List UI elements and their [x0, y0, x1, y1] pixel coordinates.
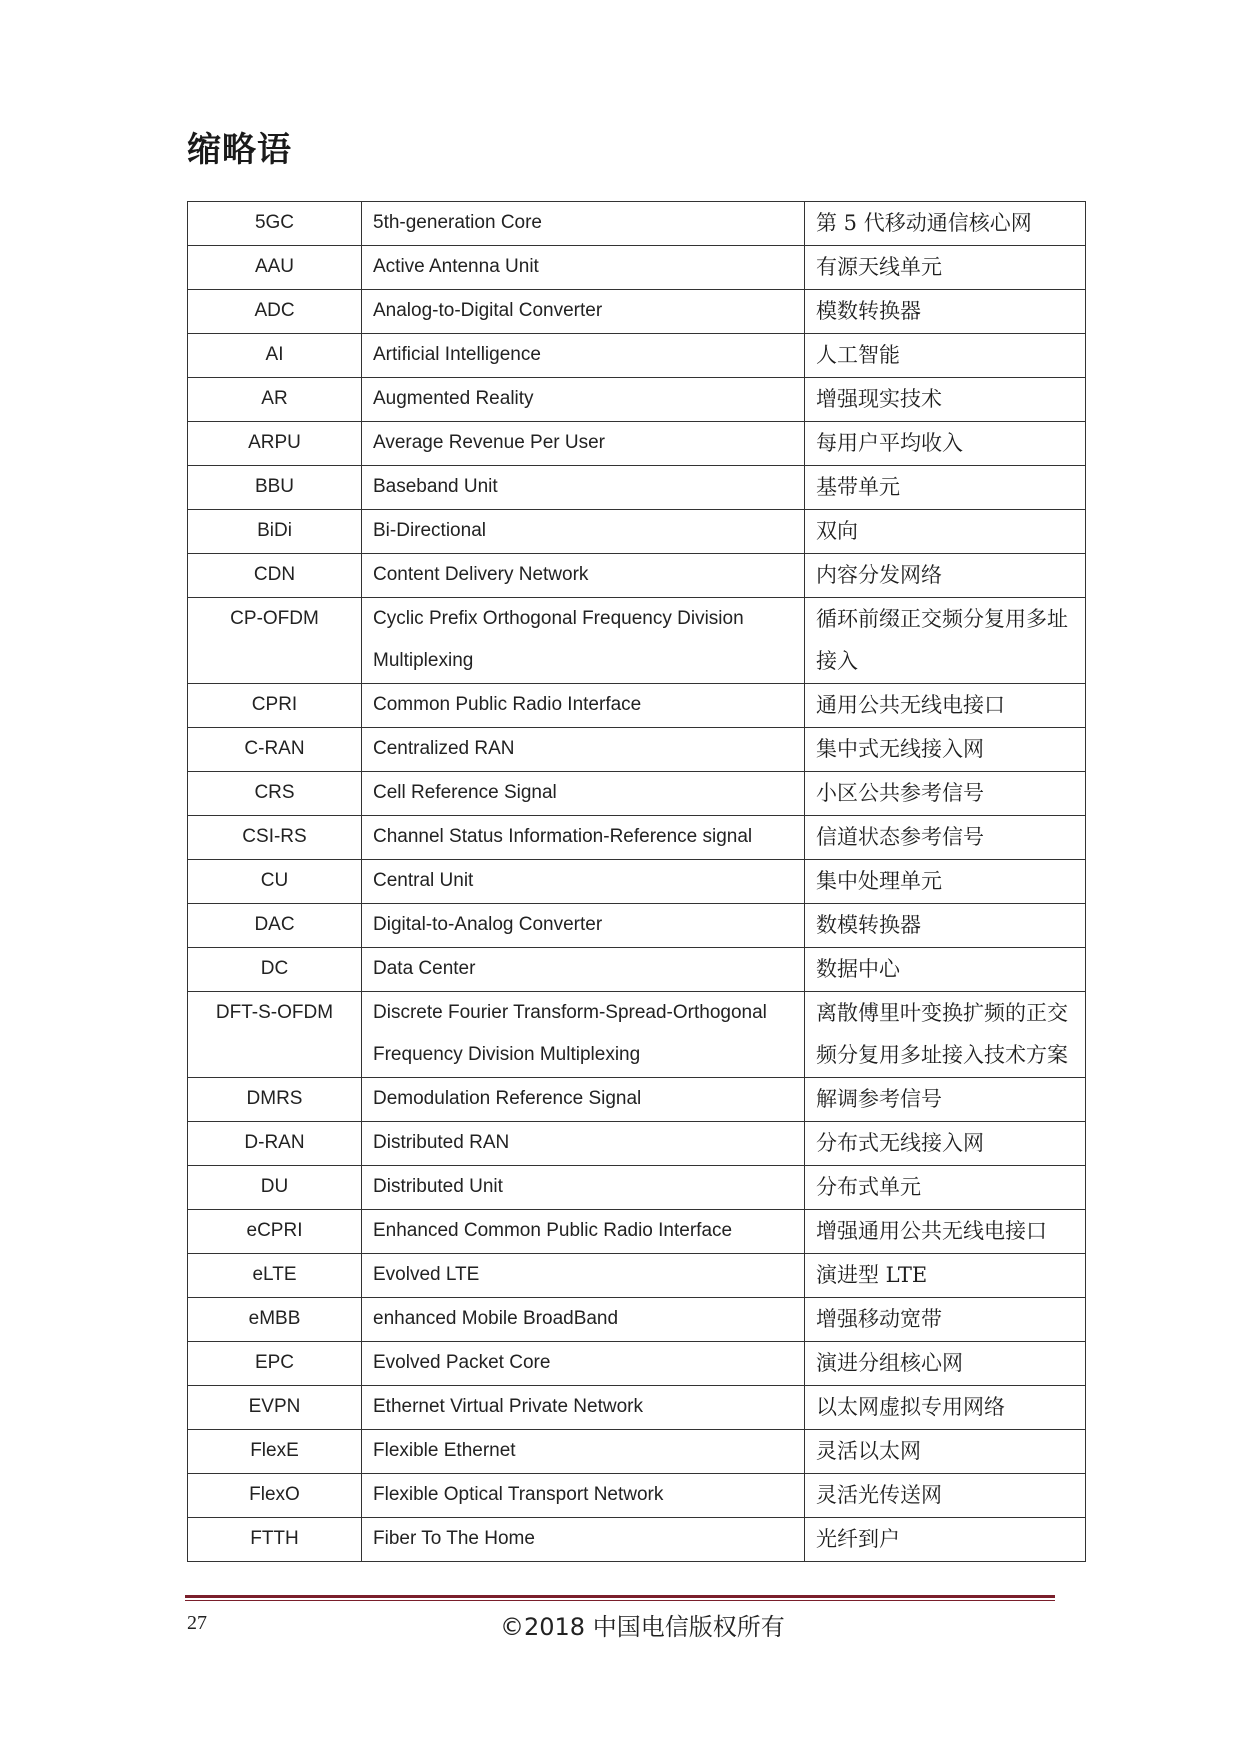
- chinese-term-cell: 离散傅里叶变换扩频的正交频分复用多址接入技术方案: [805, 992, 1086, 1078]
- chinese-term-cell: 以太网虚拟专用网络: [805, 1386, 1086, 1430]
- page-title: 缩略语: [187, 130, 292, 170]
- english-term-cell: Artificial Intelligence: [362, 334, 805, 378]
- english-term-cell: Discrete Fourier Transform-Spread-Orthogonal Frequency Division Multiplexing: [362, 992, 805, 1078]
- table-row: [188, 466, 1086, 510]
- abbreviation-cell: DFT-S-OFDM: [188, 992, 362, 1078]
- chinese-term-cell: 循环前缀正交频分复用多址接入: [805, 598, 1086, 684]
- english-term-cell: Flexible Optical Transport Network: [362, 1474, 805, 1518]
- table-row: [188, 1386, 1086, 1430]
- english-term-cell: Evolved Packet Core: [362, 1342, 805, 1386]
- chinese-term-cell: 基带单元: [805, 466, 1086, 510]
- chinese-term-cell: 每用户平均收入: [805, 422, 1086, 466]
- table-row: [188, 422, 1086, 466]
- chinese-term-cell: 灵活以太网: [805, 1430, 1086, 1474]
- chinese-term-cell: 数模转换器: [805, 904, 1086, 948]
- abbreviation-cell: FTTH: [188, 1518, 362, 1562]
- english-term-cell: Bi-Directional: [362, 510, 805, 554]
- copyright-notice: ©2018 中国电信版权所有: [500, 1613, 785, 1641]
- table-row: [188, 202, 1086, 246]
- table-row: [188, 378, 1086, 422]
- table-row: [188, 1518, 1086, 1562]
- english-term-cell: Centralized RAN: [362, 728, 805, 772]
- abbreviation-cell: FlexE: [188, 1430, 362, 1474]
- abbreviation-cell: AI: [188, 334, 362, 378]
- abbreviation-cell: DMRS: [188, 1078, 362, 1122]
- english-term-cell: Cell Reference Signal: [362, 772, 805, 816]
- chinese-term-cell: 集中处理单元: [805, 860, 1086, 904]
- english-term-cell: Demodulation Reference Signal: [362, 1078, 805, 1122]
- english-term-cell: 5th-generation Core: [362, 202, 805, 246]
- abbreviation-cell: CDN: [188, 554, 362, 598]
- english-term-cell: Average Revenue Per User: [362, 422, 805, 466]
- abbreviation-cell: eCPRI: [188, 1210, 362, 1254]
- abbreviation-cell: DAC: [188, 904, 362, 948]
- chinese-term-cell: 解调参考信号: [805, 1078, 1086, 1122]
- abbreviation-cell: FlexO: [188, 1474, 362, 1518]
- abbreviation-cell: C-RAN: [188, 728, 362, 772]
- english-term-cell: Ethernet Virtual Private Network: [362, 1386, 805, 1430]
- abbreviation-cell: ARPU: [188, 422, 362, 466]
- abbreviation-cell: eMBB: [188, 1298, 362, 1342]
- abbreviation-table: [187, 201, 1086, 1562]
- english-term-cell: enhanced Mobile BroadBand: [362, 1298, 805, 1342]
- chinese-term-cell: 集中式无线接入网: [805, 728, 1086, 772]
- chinese-term-cell: 增强通用公共无线电接口: [805, 1210, 1086, 1254]
- english-term-cell: Cyclic Prefix Orthogonal Frequency Division Multiplexing: [362, 598, 805, 684]
- english-term-cell: Fiber To The Home: [362, 1518, 805, 1562]
- table-row: [188, 772, 1086, 816]
- english-term-cell: Analog-to-Digital Converter: [362, 290, 805, 334]
- chinese-term-cell: 增强现实技术: [805, 378, 1086, 422]
- table-row: [188, 1166, 1086, 1210]
- table-row: [188, 554, 1086, 598]
- table-row: [188, 1254, 1086, 1298]
- chinese-term-cell: 信道状态参考信号: [805, 816, 1086, 860]
- chinese-term-cell: 演进分组核心网: [805, 1342, 1086, 1386]
- english-term-cell: Distributed RAN: [362, 1122, 805, 1166]
- table-row: [188, 816, 1086, 860]
- english-term-cell: Flexible Ethernet: [362, 1430, 805, 1474]
- table-row: [188, 1342, 1086, 1386]
- table-row: [188, 860, 1086, 904]
- chinese-term-cell: 演进型 LTE: [805, 1254, 1086, 1298]
- page-number: 27: [187, 1612, 207, 1634]
- chinese-term-cell: 分布式单元: [805, 1166, 1086, 1210]
- chinese-term-cell: 数据中心: [805, 948, 1086, 992]
- table-row: [188, 1430, 1086, 1474]
- chinese-term-cell: 通用公共无线电接口: [805, 684, 1086, 728]
- abbreviation-cell: EPC: [188, 1342, 362, 1386]
- english-term-cell: Channel Status Information-Reference signal: [362, 816, 805, 860]
- footer-rule: [185, 1595, 1055, 1598]
- table-row: [188, 1078, 1086, 1122]
- english-term-cell: Data Center: [362, 948, 805, 992]
- chinese-term-cell: 双向: [805, 510, 1086, 554]
- abbreviation-cell: BBU: [188, 466, 362, 510]
- chinese-term-cell: 第 5 代移动通信核心网: [805, 202, 1086, 246]
- english-term-cell: Evolved LTE: [362, 1254, 805, 1298]
- english-term-cell: Active Antenna Unit: [362, 246, 805, 290]
- abbreviation-cell: 5GC: [188, 202, 362, 246]
- english-term-cell: Central Unit: [362, 860, 805, 904]
- abbreviation-cell: D-RAN: [188, 1122, 362, 1166]
- abbreviation-cell: AR: [188, 378, 362, 422]
- chinese-term-cell: 光纤到户: [805, 1518, 1086, 1562]
- chinese-term-cell: 内容分发网络: [805, 554, 1086, 598]
- english-term-cell: Augmented Reality: [362, 378, 805, 422]
- table-row: [188, 904, 1086, 948]
- table-row: [188, 334, 1086, 378]
- table-row: [188, 1122, 1086, 1166]
- table-row: [188, 598, 1086, 684]
- table-row: [188, 728, 1086, 772]
- english-term-cell: Common Public Radio Interface: [362, 684, 805, 728]
- abbreviation-cell: CU: [188, 860, 362, 904]
- table-row: [188, 948, 1086, 992]
- english-term-cell: Content Delivery Network: [362, 554, 805, 598]
- chinese-term-cell: 增强移动宽带: [805, 1298, 1086, 1342]
- abbreviation-cell: CSI-RS: [188, 816, 362, 860]
- english-term-cell: Distributed Unit: [362, 1166, 805, 1210]
- english-term-cell: Baseband Unit: [362, 466, 805, 510]
- footer-rule-thin: [185, 1600, 1055, 1601]
- chinese-term-cell: 灵活光传送网: [805, 1474, 1086, 1518]
- english-term-cell: Digital-to-Analog Converter: [362, 904, 805, 948]
- abbreviation-cell: eLTE: [188, 1254, 362, 1298]
- abbreviation-cell: CP-OFDM: [188, 598, 362, 684]
- table-row: [188, 246, 1086, 290]
- abbreviation-cell: DU: [188, 1166, 362, 1210]
- abbreviation-table-body: [188, 202, 1086, 1562]
- chinese-term-cell: 模数转换器: [805, 290, 1086, 334]
- english-term-cell: Enhanced Common Public Radio Interface: [362, 1210, 805, 1254]
- abbreviation-cell: CPRI: [188, 684, 362, 728]
- table-row: [188, 1474, 1086, 1518]
- table-row: [188, 1210, 1086, 1254]
- abbreviation-cell: CRS: [188, 772, 362, 816]
- chinese-term-cell: 小区公共参考信号: [805, 772, 1086, 816]
- abbreviation-cell: ADC: [188, 290, 362, 334]
- table-row: [188, 290, 1086, 334]
- abbreviation-cell: DC: [188, 948, 362, 992]
- abbreviation-cell: BiDi: [188, 510, 362, 554]
- table-row: [188, 992, 1086, 1078]
- table-row: [188, 684, 1086, 728]
- abbreviation-cell: EVPN: [188, 1386, 362, 1430]
- table-row: [188, 510, 1086, 554]
- chinese-term-cell: 有源天线单元: [805, 246, 1086, 290]
- chinese-term-cell: 人工智能: [805, 334, 1086, 378]
- table-row: [188, 1298, 1086, 1342]
- chinese-term-cell: 分布式无线接入网: [805, 1122, 1086, 1166]
- abbreviation-cell: AAU: [188, 246, 362, 290]
